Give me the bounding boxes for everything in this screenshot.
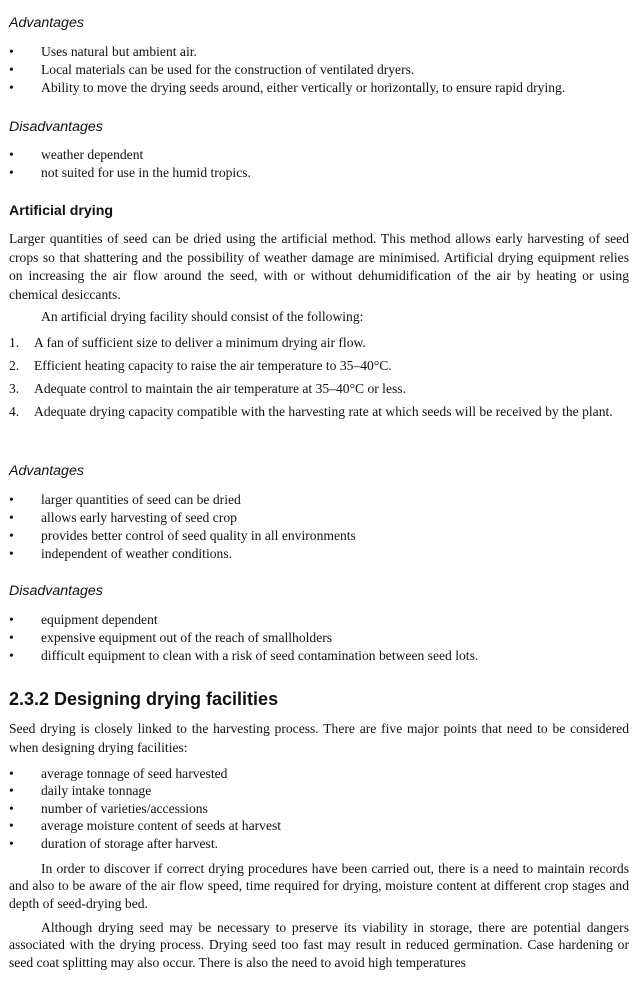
list-item: • weather dependent — [9, 147, 144, 162]
bullet-mark: • — [9, 492, 14, 507]
bullet-mark: • — [9, 165, 14, 180]
artificial-advantages-list — [9, 491, 629, 563]
list-item: • duration of storage after harvest. — [9, 835, 219, 851]
list-item: • average tonnage of seed harvested — [9, 766, 228, 781]
list-item: 4. Adequate drying capacity compatible with the harvesting rate at which seeds will be received by the plant. — [9, 404, 613, 420]
list-item: • Ability to move the drying seeds around, either vertically or horizontally, to ensure rapid drying. — [9, 80, 566, 95]
list-item: • allows early harvesting of seed crop — [9, 510, 237, 525]
bullet-mark: • — [9, 818, 14, 834]
bullet-mark: • — [9, 835, 14, 851]
natural-advantages-heading: Advantages — [9, 15, 84, 31]
list-item: • provides better control of seed quality in all environments — [9, 528, 356, 543]
artificial-intro: An artificial drying facility should consist of the following: — [41, 309, 364, 325]
list-item: • Local materials can be used for the construction of ventilated dryers. — [9, 62, 415, 77]
design-dangers-paragraph: Although drying seed may be necessary to preserve its viability in storage, there are potential dangers associated with the drying process. Drying seed too fast may result in reduced germination. Case hardening or seed coat splitting may also occur. There is also the need to avoid high temperatures — [9, 920, 629, 970]
bullet-mark: • — [9, 800, 14, 816]
bullet-mark: • — [9, 528, 14, 543]
bullet-mark: • — [9, 630, 14, 645]
list-item: • equipment dependent — [9, 612, 158, 627]
bullet-mark: • — [9, 44, 14, 59]
bullet-mark: • — [9, 783, 14, 799]
bullet-mark: • — [9, 546, 14, 561]
list-item: 3. Adequate control to maintain the air temperature at 35–40°C or less. — [9, 381, 406, 397]
bullet-mark: • — [9, 766, 14, 781]
artificial-requirements-list — [9, 334, 629, 422]
artificial-disadvantages-heading: Disadvantages — [9, 583, 103, 599]
artificial-paragraph: Larger quantities of seed can be dried using the artificial method. This method allows early harvesting of seed crops so that shattering and the possibility of weather damage are minimised. Artificial drying equipment relies on increasing the air flow around the seed, with or without dehumidification of the air by heating or using chemical desiccants. An artificial drying facility should consist of the following: — [9, 230, 629, 327]
design-points-list — [9, 765, 629, 852]
list-item: • Uses natural but ambient air. — [9, 44, 197, 59]
list-item: • larger quantities of seed can be dried — [9, 492, 241, 507]
list-item: • daily intake tonnage — [9, 783, 152, 799]
artificial-advantages-heading: Advantages — [9, 463, 84, 479]
natural-disadvantages-list — [9, 146, 629, 182]
bullet-mark: • — [9, 648, 14, 663]
list-item: 1. A fan of sufficient size to deliver a minimum drying air flow. — [9, 335, 366, 350]
design-records-paragraph: In order to discover if correct drying procedures have been carried out, there is a need to maintain records and also to be aware of the air flow speed, time required for drying, moisture content at different crop stages and depth of seed-drying bed. — [9, 861, 629, 911]
bullet-mark: • — [9, 147, 14, 162]
list-item: • expensive equipment out of the reach of smallholders — [9, 630, 333, 645]
section-heading-designing: 2.3.2 Designing drying facilities — [9, 689, 279, 709]
design-intro-paragraph: Seed drying is closely linked to the harvesting process. There are five major points that need to be considered when designing drying facilities: — [9, 721, 629, 755]
list-item: • difficult equipment to clean with a risk of seed contamination between seed lots. — [9, 648, 479, 663]
bullet-mark: • — [9, 62, 14, 77]
natural-disadvantages-heading: Disadvantages — [9, 119, 103, 135]
list-item: • independent of weather conditions. — [9, 546, 233, 561]
list-item: • average moisture content of seeds at harvest — [9, 818, 282, 834]
bullet-mark: • — [9, 510, 14, 525]
bullet-mark: • — [9, 80, 14, 95]
list-item: • number of varieties/accessions — [9, 800, 208, 816]
list-item: • not suited for use in the humid tropics. — [9, 165, 251, 180]
artificial-drying-heading: Artificial drying — [9, 203, 114, 219]
list-item: 2. Efficient heating capacity to raise the air temperature to 35–40°C. — [9, 358, 392, 374]
natural-advantages-list — [9, 43, 629, 97]
bullet-mark: • — [9, 612, 14, 627]
artificial-disadvantages-list — [9, 611, 629, 665]
